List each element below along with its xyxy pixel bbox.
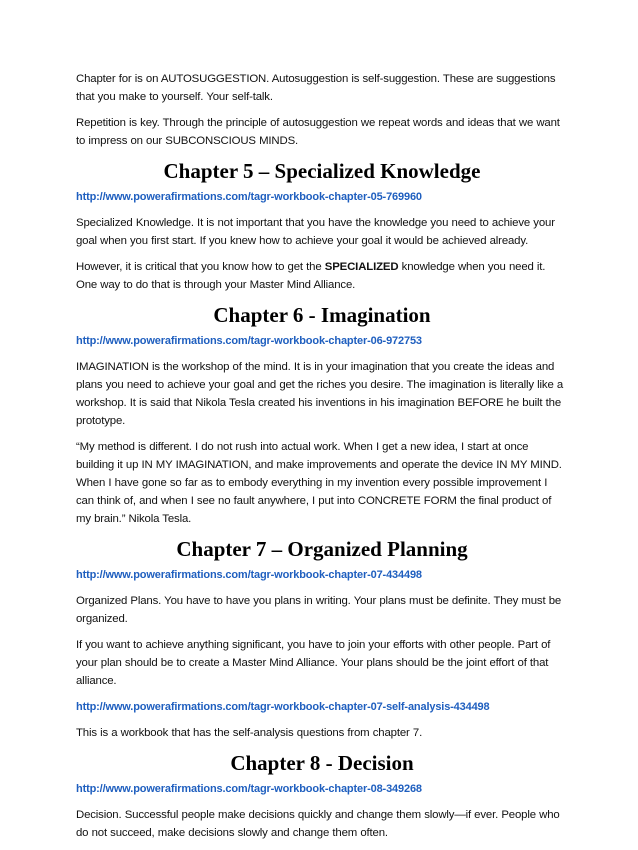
chapter-8-heading: Chapter 8 - Decision [230, 751, 414, 775]
chapter-7-heading: Chapter 7 – Organized Planning [176, 537, 468, 561]
chapter-5-p2-text-after: knowledge when you need it. One way to do that is through your Master Mind Alliance. [76, 261, 546, 291]
chapter-6-paragraph-1: IMAGINATION is the workshop of the mind. It is in your imagination that you create the ideas and plans you need to achieve your goal and get the riches you desire. The imagination is literally like a workshop. It is said that Nikola Tesla created his inventions in his imagination BEFORE he built the prototype. [76, 361, 564, 427]
chapter-7-paragraph-3: This is a workbook that has the self-analysis questions from chapter 7. [76, 727, 423, 739]
chapter-8-link[interactable]: http://www.powerafirmations.com/tagr-workbook-chapter-08-349268 [76, 783, 422, 795]
specialized-emphasis: SPECIALIZED [324, 261, 399, 273]
chapter-5-heading: Chapter 5 – Specialized Knowledge [163, 159, 481, 183]
chapter-7-self-analysis-link[interactable]: http://www.powerafirmations.com/tagr-workbook-chapter-07-self-analysis-434498 [76, 701, 490, 713]
intro-paragraph-2: Repetition is key. Through the principle of autosuggestion we repeat words and ideas that we want to impress on our SUBCONSCIOUS MINDS. [76, 117, 560, 147]
chapter-6-heading: Chapter 6 - Imagination [213, 303, 431, 327]
document-page [76, 70, 568, 850]
chapter-7-link[interactable]: http://www.powerafirmations.com/tagr-workbook-chapter-07-434498 [76, 569, 422, 581]
chapter-5-link[interactable]: http://www.powerafirmations.com/tagr-workbook-chapter-05-769960 [76, 191, 422, 203]
chapter-6-quote-paragraph: “My method is different. I do not rush into actual work. When I get a new idea, I start at once building it up IN MY IMAGINATION, and make improvements and operate the device IN MY MIND. When I have gone so far as to embody everything in my invention every possible improvement I can think of, and when I see no fault anywhere, I put into CONCRETE FORM the final product of my brain.” Nikola Tesla. [76, 441, 562, 525]
chapter-7-paragraph-1: Organized Plans. You have to have you plans in writing. Your plans must be definite. They must be organized. [76, 595, 562, 625]
chapter-5-paragraph-1: Specialized Knowledge. It is not important that you have the knowledge you need to achieve your goal when you first start. If you knew how to achieve your goal it would be achieved already. [76, 217, 555, 247]
chapter-6-link[interactable]: http://www.powerafirmations.com/tagr-workbook-chapter-06-972753 [76, 335, 422, 347]
intro-paragraph-1: Chapter for is on AUTOSUGGESTION. Autosuggestion is self-suggestion. These are suggestions that you make to yourself. Your self-talk. [76, 73, 556, 103]
chapter-5-p2-text-before: However, it is critical that you know how to get the [76, 261, 325, 273]
chapter-5-paragraph-2 [76, 258, 568, 294]
chapter-7-paragraph-2: If you want to achieve anything significant, you have to join your efforts with other people. Part of your plan should be to create a Master Mind Alliance. Your plans should be the joint effort of that alliance. [76, 639, 551, 687]
chapter-8-paragraph-1: Decision. Successful people make decisions quickly and change them slowly—if ever. People who do not succeed, make decisions slowly and change them often. [76, 809, 560, 839]
